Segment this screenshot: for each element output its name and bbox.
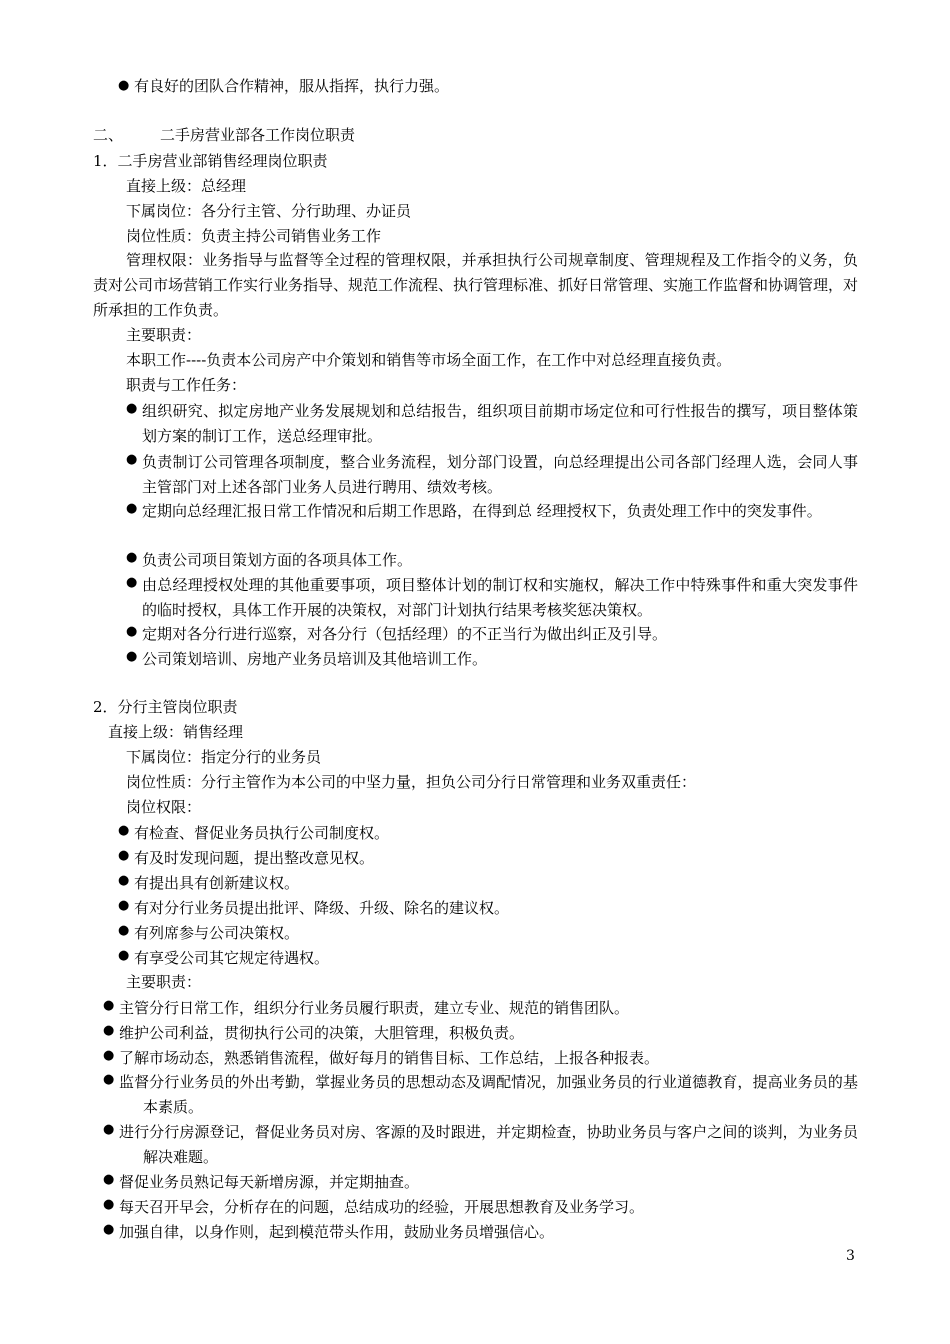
manager-heading: 1．二手房营业部销售经理岗位职责 (93, 152, 328, 170)
bullet-icon: ● (103, 1048, 115, 1063)
list-item: ● 督促业务员熟记每天新增房源，并定期抽查。 (103, 1172, 420, 1191)
bullet-icon: ● (103, 1197, 115, 1212)
list-item: ● 定期对各分行进行巡察，对各分行（包括经理）的不正当行为做出纠正及引导。 (126, 624, 668, 643)
bullet-icon: ● (118, 848, 130, 863)
manager-authority: 管理权限：业务指导与监督等全过程的管理权限，并承担执行公司规章制度、管理规程及工作指令的义务，负责对公司市场营销工作实行业务指导、规范工作流程、执行管理标准、抓好日常管理、实施工作监督和协调管理，对所承担的工作负责。 (93, 251, 859, 319)
list-item: ● 有享受公司其它规定待遇权。 (118, 948, 330, 967)
bullet-icon: ● (126, 550, 138, 565)
bullet-icon: ● (118, 873, 130, 888)
list-item: ● 主管分行日常工作，组织分行业务员履行职责，建立专业、规范的销售团队。 (103, 998, 630, 1017)
bullet-icon: ● (103, 1222, 115, 1237)
section-number: 二、 (93, 126, 124, 144)
list-item: ● 进行分行房源登记，督促业务员对房、客源的及时跟进，并定期检查，协助业务员与客户之间的谈判，为业务员解决难题。 (103, 1122, 858, 1166)
list-item: ● 加强自律，以身作则，起到模范带头作用，鼓励业务员增强信心。 (103, 1222, 555, 1241)
list-item: ● 负责公司项目策划方面的各项具体工作。 (126, 550, 413, 569)
list-item: ● 监督分行业务员的外出考勤，掌握业务员的思想动态及调配情况，加强业务员的行业道德教育，提高业务员的基本素质。 (103, 1072, 858, 1116)
bullet-icon: ● (103, 1023, 115, 1038)
list-item: ● 公司策划培训、房地产业务员培训及其他培训工作。 (126, 649, 488, 668)
list-item: ● 了解市场动态，熟悉销售流程，做好每月的销售目标、工作总结，上报各种报表。 (103, 1048, 660, 1067)
manager-tasks-label: 职责与工作任务： (126, 376, 247, 394)
bullet-icon: ● (118, 78, 130, 93)
bullet-icon: ● (126, 624, 138, 639)
list-item: ● 由总经理授权处理的其他重要事项，项目整体计划的制订权和实施权，解决工作中特殊事件和重大突发事件的临时授权，具体工作开展的决策权，对部门计划执行结果考核奖惩决策权。 (126, 575, 858, 619)
branch-main-duties-label: 主要职责： (126, 973, 202, 991)
bullet-icon: ● (126, 649, 138, 664)
bullet-icon: ● (126, 501, 138, 516)
manager-main-duty: 本职工作----负责本公司房产中介策划和销售等市场全面工作，在工作中对总经理直接负责。 (126, 351, 732, 369)
list-item: ● 有检查、督促业务员执行公司制度权。 (118, 823, 390, 842)
bullet-icon: ● (118, 823, 130, 838)
bullet-icon: ● (118, 948, 130, 963)
list-item: ● 有提出具有创新建议权。 (118, 873, 300, 892)
bullet-icon: ● (118, 923, 130, 938)
manager-subordinates: 下属岗位：各分行主管、分行助理、办证员 (126, 202, 412, 220)
branch-superior: 直接上级：销售经理 (108, 723, 244, 741)
bullet-icon: ● (103, 1072, 115, 1087)
bullet-icon: ● (103, 998, 115, 1013)
page-number: 3 (846, 1248, 855, 1264)
bullet-icon: ● (103, 1172, 115, 1187)
list-item: ● 组织研究、拟定房地产业务发展规划和总结报告，组织项目前期市场定位和可行性报告的撰写，项目整体策划方案的制订工作，送总经理审批。 (126, 401, 858, 445)
bullet-icon: ● (126, 452, 138, 467)
bullet-icon: ● (126, 575, 138, 590)
manager-nature: 岗位性质：负责主持公司销售业务工作 (126, 227, 382, 245)
bullet-icon: ● (126, 401, 138, 416)
section-title: 二手房营业部各工作岗位职责 (160, 126, 356, 144)
branch-authority-label: 岗位权限： (126, 798, 202, 816)
bullet-icon: ● (118, 898, 130, 913)
manager-main-duties-label: 主要职责： (126, 326, 202, 344)
list-item: ● 有及时发现问题，提出整改意见权。 (118, 848, 375, 867)
list-item: ● 负责制订公司管理各项制度，整合业务流程，划分部门设置，向总经理提出公司各部门经理人选，会同人事主管部门对上述各部门业务人员进行聘用、绩效考核。 (126, 452, 858, 496)
branch-subordinates: 下属岗位：指定分行的业务员 (126, 748, 322, 766)
list-item: ● 维护公司利益，贯彻执行公司的决策，大胆管理，积极负责。 (103, 1023, 525, 1042)
list-item: ● 有列席参与公司决策权。 (118, 923, 300, 942)
branch-heading: 2．分行主管岗位职责 (93, 698, 238, 716)
manager-superior: 直接上级：总经理 (126, 177, 247, 195)
list-item: ● 有对分行业务员提出批评、降级、升级、除名的建议权。 (118, 898, 510, 917)
branch-nature: 岗位性质：分行主管作为本公司的中坚力量，担负公司分行日常管理和业务双重责任： (126, 773, 697, 791)
bullet-icon: ● (103, 1122, 115, 1137)
list-item: ● 每天召开早会，分析存在的问题，总结成功的经验，开展思想教育及业务学习。 (103, 1197, 645, 1216)
intro-bullet: ● 有良好的团队合作精神，服从指挥，执行力强。 (118, 77, 450, 95)
list-item: ● 定期向总经理汇报日常工作情况和后期工作思路，在得到总 经理授权下，负责处理工作中的突发事件。 (126, 501, 822, 520)
